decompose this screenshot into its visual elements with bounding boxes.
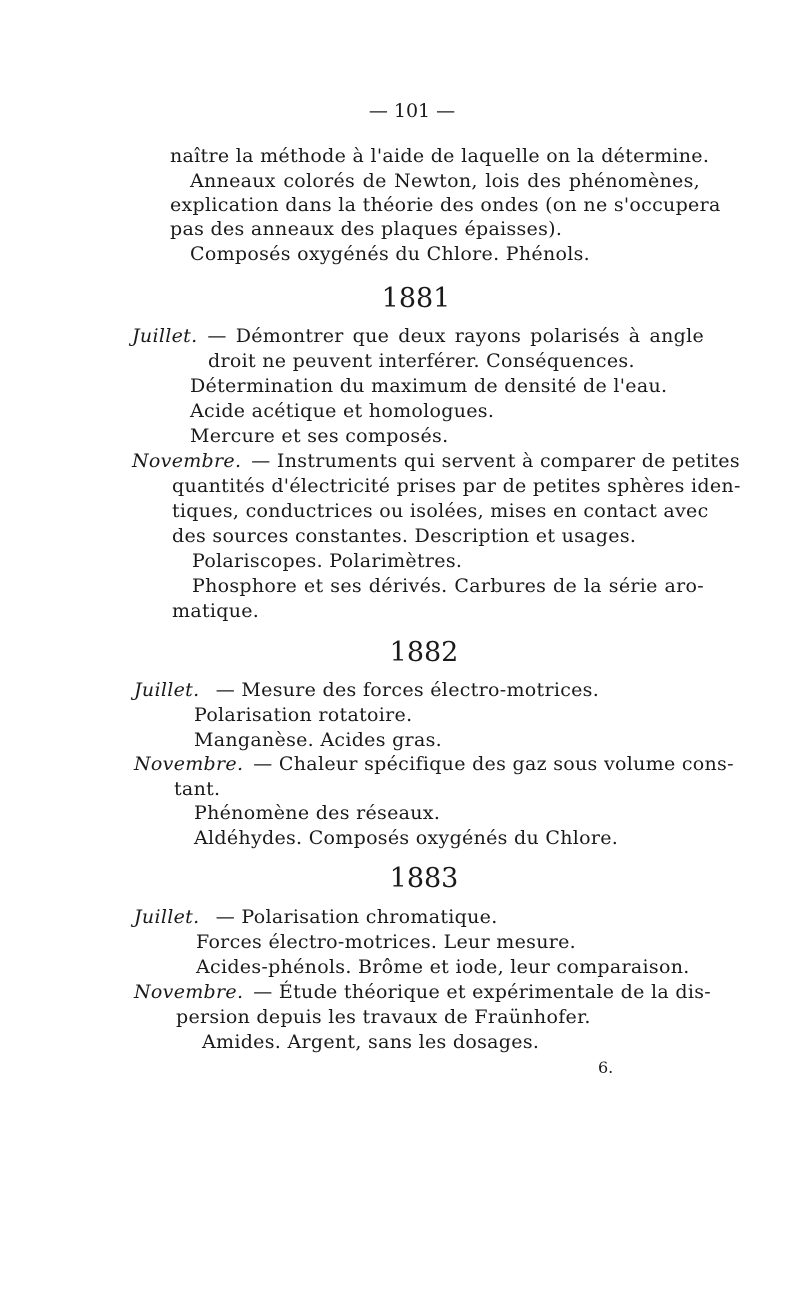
month-label: Novembre. <box>134 981 244 1003</box>
text-line: explication dans la théorie des ondes (on ne s'occupera <box>170 194 721 216</box>
month-label: Juillet. <box>134 679 200 701</box>
text-line: tiques, conductrices ou isolées, mises en contact avec <box>172 500 709 522</box>
entry-text: — Démontrer que deux rayons polarisés à angle <box>207 325 704 347</box>
text-line: Forces électro-motrices. Leur mesure. <box>196 931 577 953</box>
month-label: Juillet. <box>132 325 198 347</box>
entry-novembre-1881 <box>132 449 740 473</box>
entry-juillet-1882 <box>134 678 599 702</box>
text-line: persion depuis les travaux de Fraünhofer. <box>176 1006 591 1028</box>
year-heading-1883: 1883 <box>389 863 459 894</box>
entry-juillet-1883 <box>134 905 498 929</box>
text-line: tant. <box>174 778 221 800</box>
signature-mark: 6. <box>598 1058 614 1077</box>
text-line: Phosphore et ses dérivés. Carbures de la série aro- <box>192 575 704 597</box>
text-line: naître la méthode à l'aide de laquelle on la détermine. <box>170 145 710 167</box>
page-number: — 101 — <box>368 100 456 122</box>
text-line: quantités d'électricité prises par de petites sphères iden- <box>172 475 741 497</box>
text-line: Composés oxygénés du Chlore. Phénols. <box>190 243 590 265</box>
month-label: Novembre. <box>132 450 242 472</box>
month-label: Juillet. <box>134 906 200 928</box>
text-line: Acide acétique et homologues. <box>190 400 495 422</box>
entry-text: — Étude théorique et expérimentale de la dis- <box>253 981 711 1003</box>
text-line: Détermination du maximum de densité de l'eau. <box>190 375 668 397</box>
entry-juillet-1881 <box>132 324 704 348</box>
text-line: Polariscopes. Polarimètres. <box>192 550 463 572</box>
text-line: des sources constantes. Description et usages. <box>172 525 637 547</box>
entry-text: — Instruments qui servent à comparer de petites <box>251 450 740 472</box>
text-line: matique. <box>172 600 260 622</box>
text-line: droit ne peuvent interférer. Conséquences. <box>208 350 635 372</box>
entry-novembre-1882 <box>134 752 734 776</box>
year-heading-1881: 1881 <box>381 283 451 314</box>
entry-text: — Chaleur spécifique des gaz sous volume cons- <box>253 753 734 775</box>
text-line: Anneaux colorés de Newton, lois des phénomènes, <box>190 170 700 192</box>
month-label: Novembre. <box>134 753 244 775</box>
text-line: Acides-phénols. Brôme et iode, leur comparaison. <box>196 956 690 978</box>
entry-novembre-1883 <box>134 980 711 1004</box>
text-line: Mercure et ses composés. <box>190 425 449 447</box>
entry-text: — Polarisation chromatique. <box>215 906 498 928</box>
text-line: Polarisation rotatoire. <box>194 704 413 726</box>
text-line: Amides. Argent, sans les dosages. <box>202 1031 540 1053</box>
text-line: pas des anneaux des plaques épaisses). <box>170 218 563 240</box>
text-line: Phénomène des réseaux. <box>194 802 441 824</box>
text-line: Manganèse. Acides gras. <box>194 729 442 751</box>
entry-text: — Mesure des forces électro-motrices. <box>215 679 600 701</box>
year-heading-1882: 1882 <box>389 637 459 668</box>
text-line: Aldéhydes. Composés oxygénés du Chlore. <box>194 827 619 849</box>
